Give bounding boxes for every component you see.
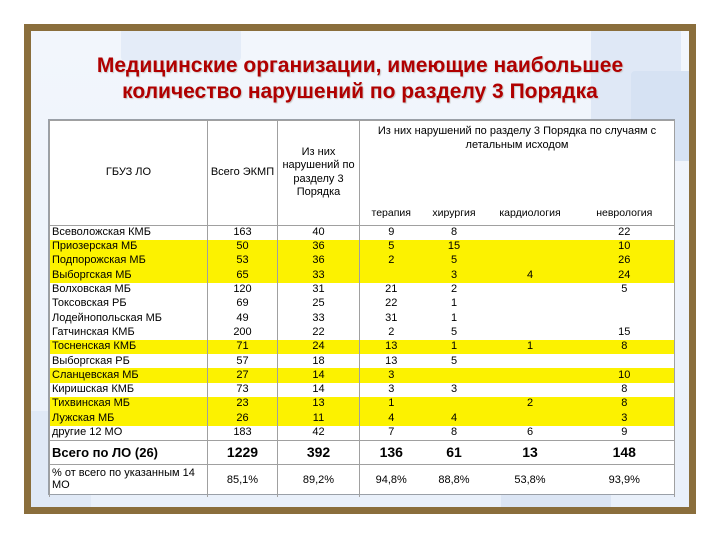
cell-therapy-count: 4 <box>360 411 423 425</box>
cell-therapy-count: 2 <box>360 326 423 340</box>
cell-therapy-count: 1 <box>360 397 423 411</box>
cell-section3-count: 14 <box>278 383 360 397</box>
cell-total-ekmp: 71 <box>208 340 278 354</box>
table-row <box>50 268 675 282</box>
cell-surgery-count: 3 <box>423 383 486 397</box>
cell-neurology-count: 15 <box>575 326 675 340</box>
cell-surgery-count: 8 <box>423 225 486 240</box>
table-row <box>50 240 675 254</box>
cell-therapy-count: 3 <box>360 383 423 397</box>
header-total: Всего ЭКМП <box>208 121 278 226</box>
cell-cardiology-count <box>486 383 575 397</box>
table <box>49 120 675 497</box>
percent-row-section3: 89,2% <box>278 464 360 497</box>
cell-cardiology-count <box>486 368 575 382</box>
cell-surgery-count <box>423 368 486 382</box>
cell-total-ekmp: 27 <box>208 368 278 382</box>
percent-row-neurology: 93,9% <box>575 464 675 497</box>
cell-therapy-count: 21 <box>360 283 423 297</box>
cell-therapy-count: 22 <box>360 297 423 311</box>
cell-total-ekmp: 57 <box>208 354 278 368</box>
cell-section3-count: 31 <box>278 283 360 297</box>
cell-org-name: Лодейнопольская МБ <box>50 311 208 325</box>
cell-section3-count: 36 <box>278 240 360 254</box>
cell-total-ekmp: 26 <box>208 411 278 425</box>
cell-cardiology-count <box>486 311 575 325</box>
cell-org-name: Приозерская МБ <box>50 240 208 254</box>
table-row <box>50 340 675 354</box>
cell-section3-count: 40 <box>278 225 360 240</box>
cell-org-name: Волховская МБ <box>50 283 208 297</box>
total-row-section3: 392 <box>278 440 360 464</box>
header-section3: Из них нарушений по разделу 3 Порядка <box>278 121 360 226</box>
table-row <box>50 368 675 382</box>
cell-org-name: Токсовская РБ <box>50 297 208 311</box>
cell-neurology-count <box>575 311 675 325</box>
header-surgery: хирургия <box>423 191 486 226</box>
cell-therapy-count <box>360 268 423 282</box>
cell-surgery-count: 8 <box>423 426 486 441</box>
cell-neurology-count: 3 <box>575 411 675 425</box>
cell-surgery-count: 2 <box>423 283 486 297</box>
cell-therapy-count: 7 <box>360 426 423 441</box>
cell-org-name: Гатчинская КМБ <box>50 326 208 340</box>
table-row <box>50 311 675 325</box>
cell-section3-count: 33 <box>278 268 360 282</box>
cell-therapy-count: 9 <box>360 225 423 240</box>
table-row <box>50 297 675 311</box>
table-row <box>50 411 675 425</box>
percent-row-surgery: 88,8% <box>423 464 486 497</box>
cell-neurology-count: 24 <box>575 268 675 282</box>
header-neurology: неврология <box>575 191 675 226</box>
total-row <box>50 440 675 464</box>
cell-surgery-count: 5 <box>423 254 486 268</box>
cell-section3-count: 25 <box>278 297 360 311</box>
cell-surgery-count: 1 <box>423 311 486 325</box>
cell-org-name: Тосненская КМБ <box>50 340 208 354</box>
header-lethal: Из них нарушений по разделу 3 Порядка по случаям с летальным исходом <box>360 121 675 191</box>
cell-total-ekmp: 50 <box>208 240 278 254</box>
cell-surgery-count: 4 <box>423 411 486 425</box>
cell-neurology-count: 10 <box>575 240 675 254</box>
cell-surgery-count: 5 <box>423 354 486 368</box>
header-therapy: терапия <box>360 191 423 226</box>
table-row <box>50 426 675 441</box>
percent-row-total: 85,1% <box>208 464 278 497</box>
percent-row-cardiology: 53,8% <box>486 464 575 497</box>
cell-org-name: Сланцевская МБ <box>50 368 208 382</box>
percent-row <box>50 464 675 497</box>
page-title <box>31 53 689 105</box>
cell-org-name: Выборгская МБ <box>50 268 208 282</box>
table-row <box>50 383 675 397</box>
total-row-total: 1229 <box>208 440 278 464</box>
total-row-surgery: 61 <box>423 440 486 464</box>
cell-cardiology-count <box>486 225 575 240</box>
cell-total-ekmp: 200 <box>208 326 278 340</box>
cell-cardiology-count <box>486 326 575 340</box>
cell-therapy-count: 31 <box>360 311 423 325</box>
cell-neurology-count: 9 <box>575 426 675 441</box>
cell-surgery-count: 15 <box>423 240 486 254</box>
cell-total-ekmp: 183 <box>208 426 278 441</box>
table-row <box>50 225 675 240</box>
cell-therapy-count: 13 <box>360 354 423 368</box>
cell-section3-count: 36 <box>278 254 360 268</box>
table-row <box>50 283 675 297</box>
cell-cardiology-count <box>486 297 575 311</box>
cell-section3-count: 24 <box>278 340 360 354</box>
violations-table <box>48 119 675 495</box>
cell-cardiology-count <box>486 240 575 254</box>
cell-cardiology-count: 1 <box>486 340 575 354</box>
cell-therapy-count: 13 <box>360 340 423 354</box>
header-org: ГБУЗ ЛО <box>50 121 208 226</box>
cell-cardiology-count <box>486 354 575 368</box>
cell-section3-count: 22 <box>278 326 360 340</box>
cell-total-ekmp: 73 <box>208 383 278 397</box>
table-row <box>50 354 675 368</box>
cell-therapy-count: 2 <box>360 254 423 268</box>
cell-neurology-count: 10 <box>575 368 675 382</box>
cell-surgery-count: 5 <box>423 326 486 340</box>
percent-row-therapy: 94,8% <box>360 464 423 497</box>
cell-cardiology-count: 6 <box>486 426 575 441</box>
cell-total-ekmp: 65 <box>208 268 278 282</box>
percent-row-label: % от всего по указанным 14 МО <box>50 464 208 497</box>
cell-org-name: Выборгская РБ <box>50 354 208 368</box>
cell-neurology-count: 8 <box>575 383 675 397</box>
cell-total-ekmp: 53 <box>208 254 278 268</box>
cell-therapy-count: 3 <box>360 368 423 382</box>
title-line-2: количество нарушений по разделу 3 Порядка <box>122 80 598 103</box>
cell-org-name: Всеволожская КМБ <box>50 225 208 240</box>
table-row <box>50 397 675 411</box>
title-line-1: Медицинские организации, имеющие наибольшее <box>96 54 624 77</box>
table-row <box>50 254 675 268</box>
cell-neurology-count <box>575 297 675 311</box>
cell-cardiology-count <box>486 283 575 297</box>
total-row-therapy: 136 <box>360 440 423 464</box>
cell-section3-count: 13 <box>278 397 360 411</box>
cell-neurology-count: 26 <box>575 254 675 268</box>
cell-total-ekmp: 49 <box>208 311 278 325</box>
cell-section3-count: 18 <box>278 354 360 368</box>
cell-total-ekmp: 23 <box>208 397 278 411</box>
total-row-cardiology: 13 <box>486 440 575 464</box>
cell-org-name: другие 12 МО <box>50 426 208 441</box>
cell-section3-count: 14 <box>278 368 360 382</box>
cell-total-ekmp: 163 <box>208 225 278 240</box>
cell-section3-count: 42 <box>278 426 360 441</box>
cell-surgery-count: 3 <box>423 268 486 282</box>
table-body <box>50 225 675 440</box>
cell-surgery-count: 1 <box>423 297 486 311</box>
cell-neurology-count: 8 <box>575 397 675 411</box>
total-row-label: Всего по ЛО (26) <box>50 440 208 464</box>
cell-section3-count: 11 <box>278 411 360 425</box>
cell-org-name: Подпорожская МБ <box>50 254 208 268</box>
cell-section3-count: 33 <box>278 311 360 325</box>
cell-org-name: Тихвинская МБ <box>50 397 208 411</box>
header-cardiology: кардиология <box>486 191 575 226</box>
total-row-neurology: 148 <box>575 440 675 464</box>
cell-cardiology-count: 2 <box>486 397 575 411</box>
cell-cardiology-count: 4 <box>486 268 575 282</box>
cell-org-name: Киришская КМБ <box>50 383 208 397</box>
table-row <box>50 326 675 340</box>
cell-cardiology-count <box>486 254 575 268</box>
cell-surgery-count: 1 <box>423 340 486 354</box>
cell-neurology-count: 22 <box>575 225 675 240</box>
cell-neurology-count: 5 <box>575 283 675 297</box>
slide <box>31 31 689 507</box>
cell-total-ekmp: 69 <box>208 297 278 311</box>
cell-total-ekmp: 120 <box>208 283 278 297</box>
cell-therapy-count: 5 <box>360 240 423 254</box>
cell-org-name: Лужская МБ <box>50 411 208 425</box>
cell-neurology-count: 8 <box>575 340 675 354</box>
cell-cardiology-count <box>486 411 575 425</box>
cell-surgery-count <box>423 397 486 411</box>
cell-neurology-count <box>575 354 675 368</box>
